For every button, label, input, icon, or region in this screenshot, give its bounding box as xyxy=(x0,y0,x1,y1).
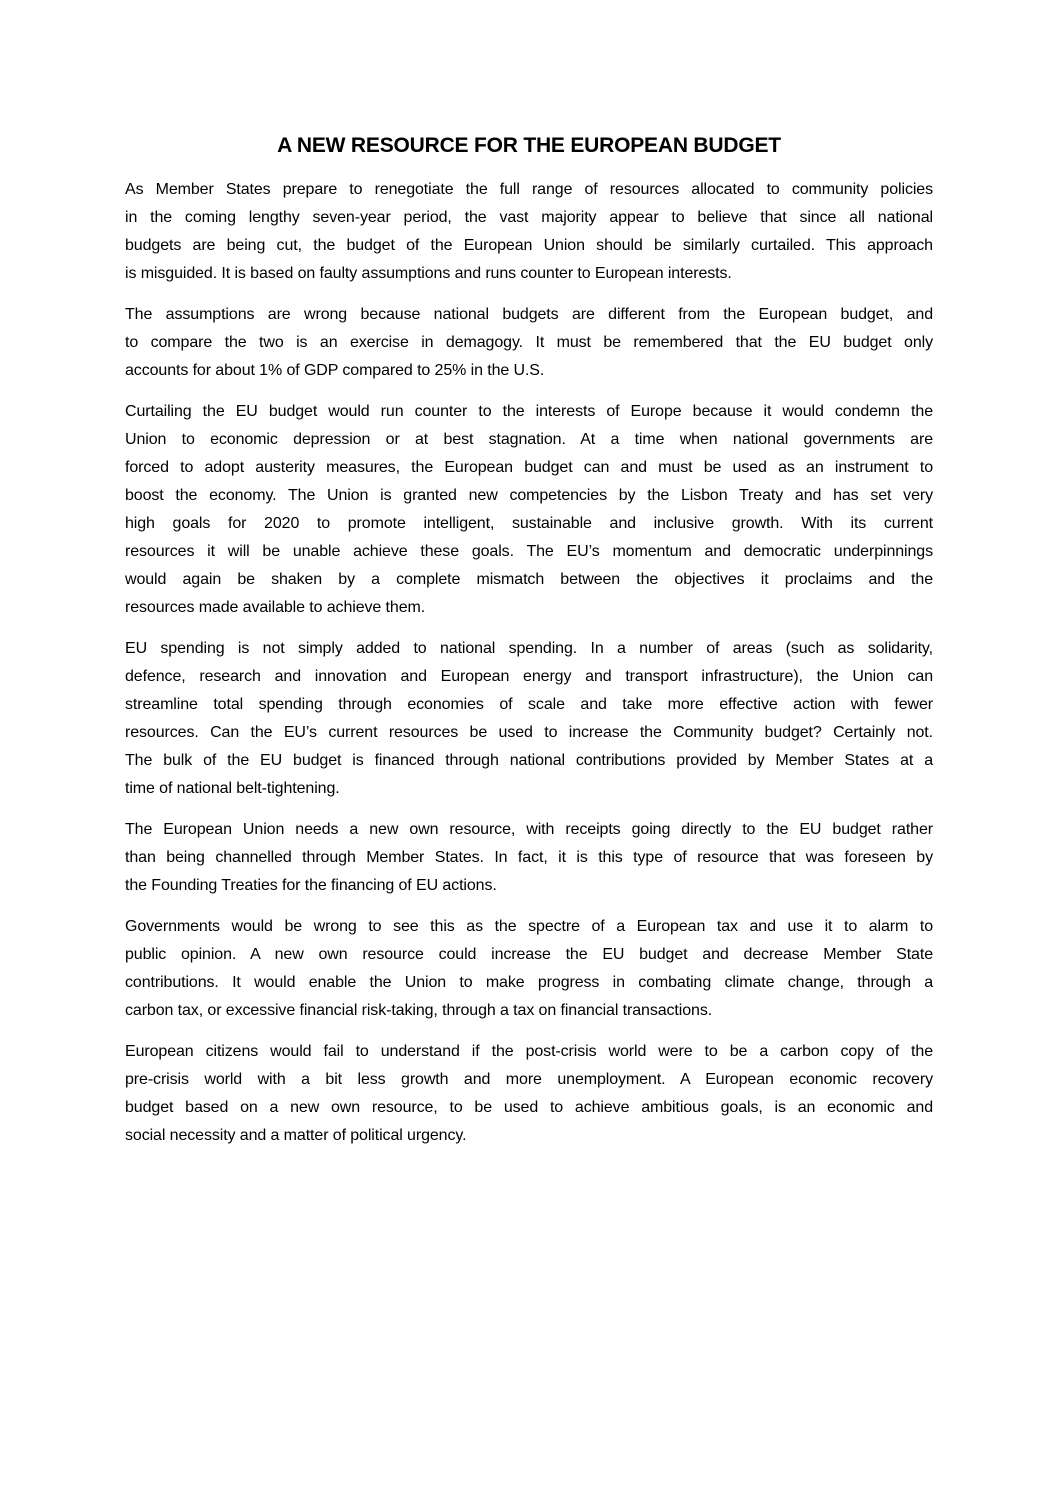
text-line: Curtailing the EU budget would run counter to the interests of Europe because it would condemn the xyxy=(125,403,933,420)
text-line: is misguided. It is based on faulty assumptions and runs counter to European interests. xyxy=(125,265,732,282)
text-line: pre-crisis world with a bit less growth and more unemployment. A European economic recovery xyxy=(125,1071,933,1088)
text-line: in the coming lengthy seven-year period, the vast majority appear to believe that since all national xyxy=(125,209,933,226)
text-line: public opinion. A new own resource could increase the EU budget and decrease Member State xyxy=(125,946,933,963)
text-line: EU spending is not simply added to national spending. In a number of areas (such as solidarity, xyxy=(125,640,933,657)
text-line: defence, research and innovation and European energy and transport infrastructure), the Union can xyxy=(125,668,933,685)
text-line: The assumptions are wrong because national budgets are different from the European budget, and xyxy=(125,306,933,323)
paragraph xyxy=(125,301,933,385)
text-line: resources it will be unable achieve these goals. The EU’s momentum and democratic underpinnings xyxy=(125,543,933,560)
text-line: the Founding Treaties for the financing of EU actions. xyxy=(125,877,497,894)
text-line: Governments would be wrong to see this as the spectre of a European tax and use it to alarm to xyxy=(125,918,933,935)
text-line: time of national belt-tightening. xyxy=(125,780,340,797)
paragraph xyxy=(125,913,933,1025)
text-line: As Member States prepare to renegotiate the full range of resources allocated to community policies xyxy=(125,181,933,198)
paragraph xyxy=(125,816,933,900)
text-line: The bulk of the EU budget is financed through national contributions provided by Member States at a xyxy=(125,752,933,769)
text-line: to compare the two is an exercise in demagogy. It must be remembered that the EU budget only xyxy=(125,334,933,351)
text-line: resources made available to achieve them. xyxy=(125,599,426,616)
document-body xyxy=(125,176,933,1150)
text-line: boost the economy. The Union is granted new competencies by the Lisbon Treaty and has set very xyxy=(125,487,933,504)
text-line: resources. Can the EU’s current resources be used to increase the Community budget? Certainly not. xyxy=(125,724,933,741)
paragraph xyxy=(125,176,933,288)
document-title: A NEW RESOURCE FOR THE EUROPEAN BUDGET xyxy=(277,134,781,157)
text-line: accounts for about 1% of GDP compared to 25% in the U.S. xyxy=(125,362,545,379)
text-line: The European Union needs a new own resource, with receipts going directly to the EU budget rather xyxy=(125,821,933,838)
text-line: would again be shaken by a complete mismatch between the objectives it proclaims and the xyxy=(125,571,933,588)
text-line: forced to adopt austerity measures, the European budget can and must be used as an instrument to xyxy=(125,459,933,476)
document-content xyxy=(125,0,933,1163)
paragraph xyxy=(125,398,933,622)
text-line: budgets are being cut, the budget of the European Union should be similarly curtailed. This approach xyxy=(125,237,933,254)
text-line: budget based on a new own resource, to be used to achieve ambitious goals, is an economic and xyxy=(125,1099,933,1116)
paragraph xyxy=(125,1038,933,1150)
text-line: high goals for 2020 to promote intelligent, sustainable and inclusive growth. With its current xyxy=(125,515,933,532)
text-line: carbon tax, or excessive financial risk-taking, through a tax on financial transactions. xyxy=(125,1002,713,1019)
text-line: social necessity and a matter of political urgency. xyxy=(125,1127,467,1144)
text-line: than being channelled through Member States. In fact, it is this type of resource that was foreseen by xyxy=(125,849,933,866)
text-line: Union to economic depression or at best stagnation. At a time when national governments are xyxy=(125,431,933,448)
text-line: streamline total spending through economies of scale and take more effective action with fewer xyxy=(125,696,933,713)
text-line: European citizens would fail to understand if the post-crisis world were to be a carbon copy of the xyxy=(125,1043,933,1060)
paragraph xyxy=(125,635,933,803)
text-line: contributions. It would enable the Union to make progress in combating climate change, through a xyxy=(125,974,933,991)
